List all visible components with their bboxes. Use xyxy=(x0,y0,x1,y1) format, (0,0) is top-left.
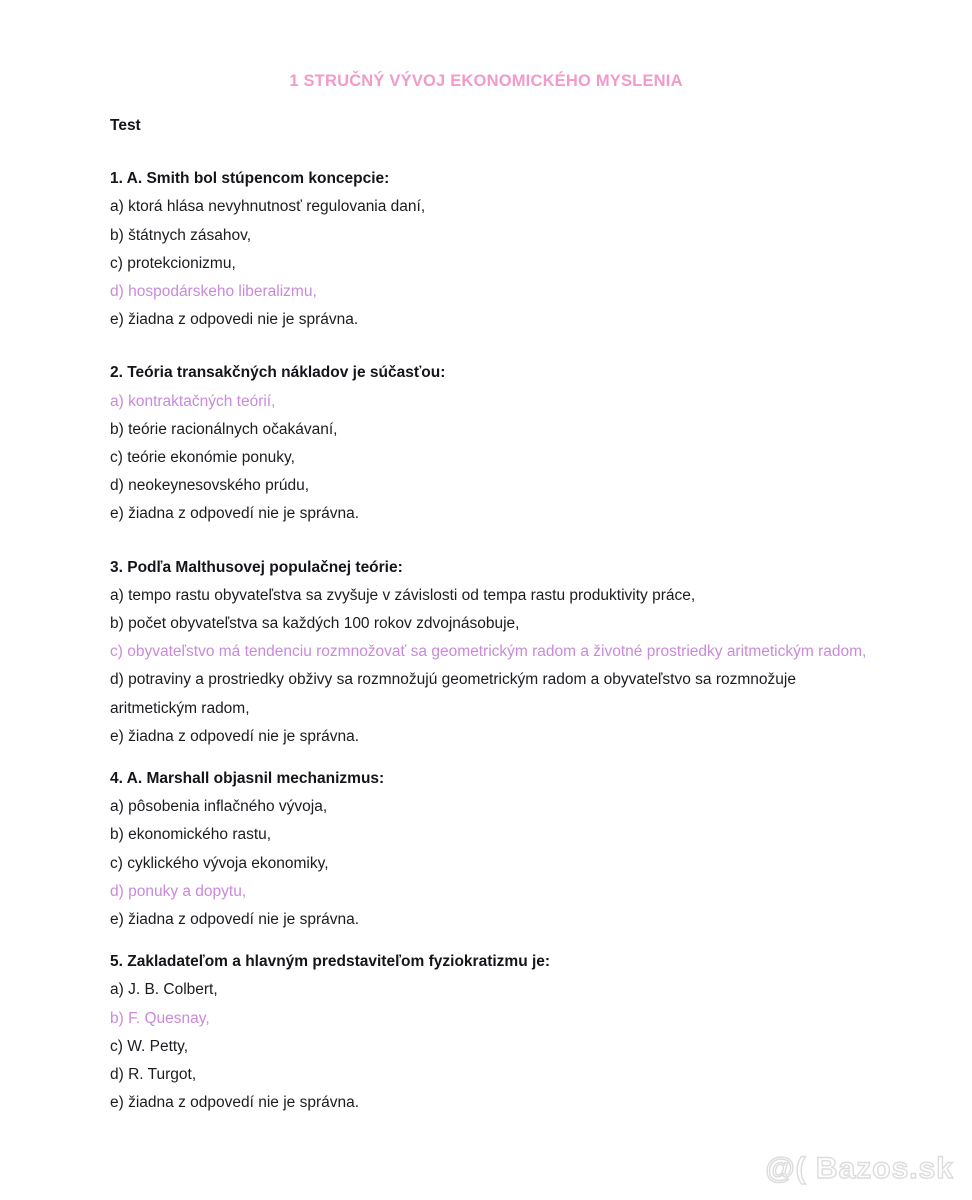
question-block xyxy=(110,948,870,1117)
answer-option[interactable]: c) cyklického vývoja ekonomiky, xyxy=(110,854,329,872)
section-label-test: Test xyxy=(110,117,141,134)
question-block xyxy=(110,554,870,751)
answer-option[interactable]: a) J. B. Colbert, xyxy=(110,981,218,999)
question-block xyxy=(110,359,870,528)
answer-option[interactable]: c) teórie ekonómie ponuky, xyxy=(110,449,295,467)
answer-option[interactable]: e) žiadna z odpovedí nie je správna. xyxy=(110,1094,360,1112)
answer-option[interactable]: a) ktorá hlása nevyhnutnosť regulovania daní, xyxy=(110,198,426,216)
bazos-watermark: @( Bazos.sk xyxy=(765,1152,954,1185)
answer-option-selected[interactable]: d) ponuky a dopytu, xyxy=(110,882,247,900)
answer-option[interactable]: e) žiadna z odpovedí nie je správna. xyxy=(110,727,360,745)
document-body xyxy=(110,112,870,1118)
question-block xyxy=(110,765,870,934)
answer-option[interactable]: e) žiadna z odpovedi nie je správna. xyxy=(110,311,359,329)
answer-option[interactable]: e) žiadna z odpovedí nie je správna. xyxy=(110,911,360,929)
question-block xyxy=(110,165,870,334)
answer-option-selected[interactable]: a) kontraktačných teórií, xyxy=(110,392,276,410)
answer-option[interactable]: c) W. Petty, xyxy=(110,1037,189,1055)
answer-option-selected[interactable]: d) hospodárskeho liberalizmu, xyxy=(110,283,317,301)
answer-option[interactable]: b) ekonomického rastu, xyxy=(110,826,272,844)
question-prompt: 5. Zakladateľom a hlavným predstaviteľom fyziokratizmu je: xyxy=(110,953,551,971)
answer-option[interactable]: d) neokeynesovského prúdu, xyxy=(110,477,310,495)
answer-option-selected[interactable]: c) obyvateľstvo má tendenciu rozmnožovať sa geometrickým radom a životné prostriedky aritmetickým radom, xyxy=(110,643,867,661)
question-prompt: 4. A. Marshall objasnil mechanizmus: xyxy=(110,770,385,788)
question-prompt: 2. Teória transakčných nákladov je súčasťou: xyxy=(110,364,446,382)
question-list xyxy=(110,165,870,1117)
question-prompt: 3. Podľa Malthusovej populačnej teórie: xyxy=(110,558,403,576)
answer-option[interactable]: b) štátnych zásahov, xyxy=(110,226,252,244)
answer-option[interactable]: b) počet obyvateľstva sa každých 100 rokov zdvojnásobuje, xyxy=(110,615,520,633)
answer-option[interactable]: a) tempo rastu obyvateľstva sa zvyšuje v závislosti od tempa rastu produktivity práce, xyxy=(110,586,696,604)
page-title: 1 STRUČNÝ VÝVOJ EKONOMICKÉHO MYSLENIA xyxy=(289,72,683,90)
answer-option[interactable]: d) R. Turgot, xyxy=(110,1066,197,1084)
question-prompt: 1. A. Smith bol stúpencom koncepcie: xyxy=(110,170,390,188)
answer-option-selected[interactable]: b) F. Quesnay, xyxy=(110,1009,210,1027)
answer-option[interactable]: a) pôsobenia inflačného vývoja, xyxy=(110,798,328,816)
answer-option[interactable]: e) žiadna z odpovedí nie je správna. xyxy=(110,505,360,523)
answer-option[interactable]: b) teórie racionálnych očakávaní, xyxy=(110,420,338,438)
answer-option[interactable]: c) protekcionizmu, xyxy=(110,254,236,272)
answer-option[interactable]: d) potraviny a prostriedky obživy sa rozmnožujú geometrickým radom a obyvateľstvo sa rozmnožuje aritmetickým radom, xyxy=(110,671,796,717)
